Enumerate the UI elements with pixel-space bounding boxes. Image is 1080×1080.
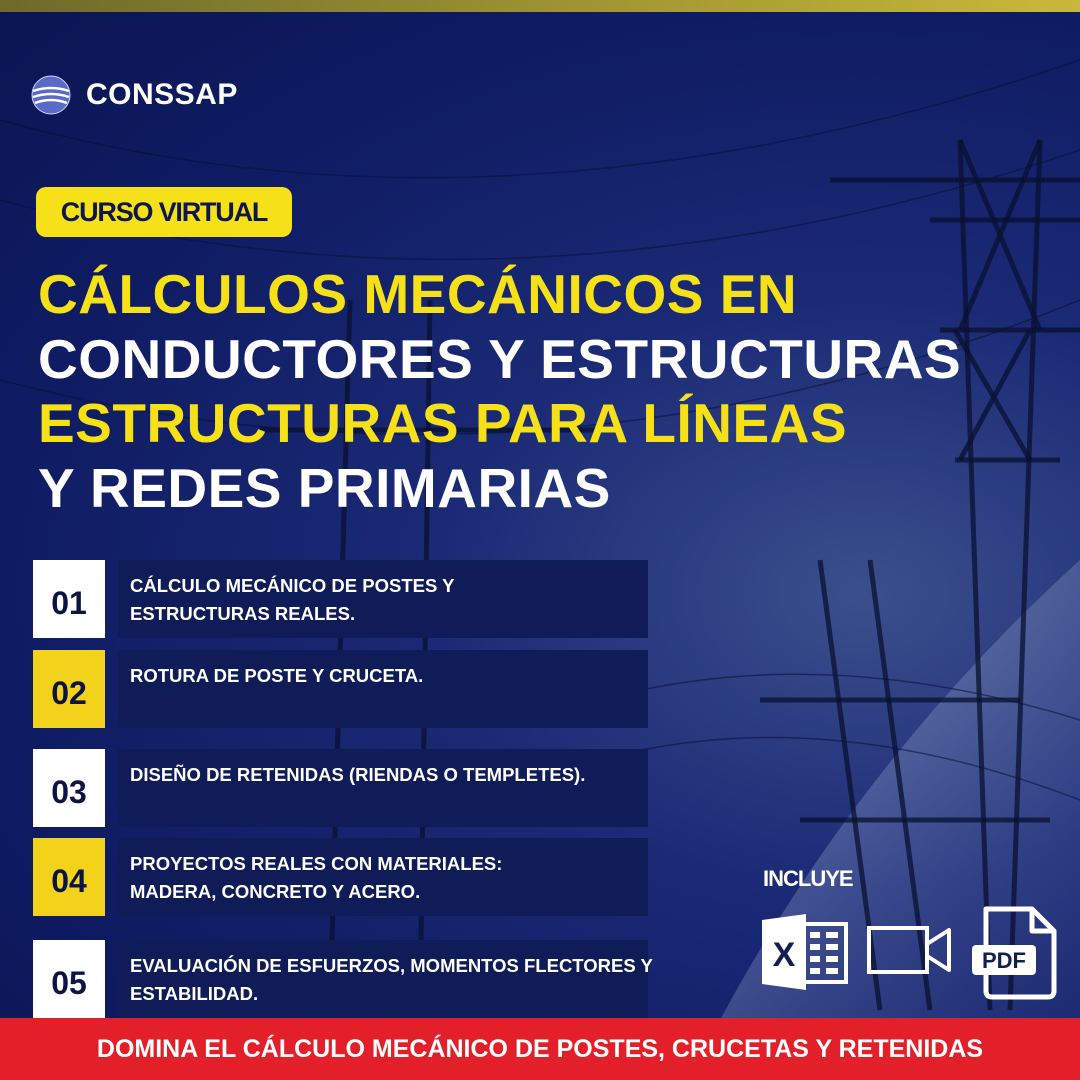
- title-line-1: CÁLCULOS MECÁNICOS EN: [38, 263, 798, 325]
- title-line-3: ESTRUCTURAS PARA LÍNEAS: [38, 392, 848, 454]
- topic-text-line-1: ROTURA DE POSTE Y CRUCETA.: [130, 665, 424, 686]
- excel-icon: [760, 912, 850, 992]
- topic-number: 05: [33, 940, 105, 1018]
- globe-logo-icon: [30, 74, 72, 116]
- pdf-file-icon: [970, 905, 1060, 1001]
- topic-text-line-2: ESTABILIDAD.: [130, 983, 259, 1004]
- course-title: [38, 262, 961, 520]
- topic-number: 03: [33, 749, 105, 827]
- topic-text-line-1: DISEÑO DE RETENIDAS (RIENDAS O TEMPLETES).: [130, 764, 586, 785]
- topic-number: 02: [33, 650, 105, 728]
- course-type-badge: CURSO VIRTUAL: [36, 187, 292, 237]
- brand-logo: [30, 74, 238, 116]
- topic-number: 01: [33, 560, 105, 638]
- topic-text-line-1: EVALUACIÓN DE ESFUERZOS, MOMENTOS FLECTORES Y: [130, 955, 653, 976]
- topic-box: [118, 940, 653, 1018]
- topic-text-line-1: CÁLCULO MECÁNICO DE POSTES Y: [130, 575, 455, 596]
- topic-box: [118, 650, 648, 728]
- topic-box: [118, 749, 648, 827]
- includes-label: INCLUYE: [763, 866, 853, 891]
- video-camera-icon: [866, 924, 952, 976]
- topic-number: 04: [33, 838, 105, 916]
- excel-letter: X: [772, 936, 796, 974]
- footer-text: DOMINA EL CÁLCULO MECÁNICO DE POSTES, CRUCETAS Y RETENIDAS: [96, 1034, 984, 1063]
- title-line-2: CONDUCTORES Y ESTRUCTURAS: [38, 327, 962, 390]
- topic-text-line-2: ESTRUCTURAS REALES.: [130, 603, 356, 624]
- pdf-label: PDF: [982, 948, 1026, 973]
- topic-box: [118, 560, 648, 638]
- brand-name: CONSSAP: [86, 78, 238, 111]
- title-line-4: Y REDES PRIMARIAS: [38, 456, 611, 519]
- topic-box: [118, 838, 648, 916]
- footer-banner: [0, 1018, 1080, 1080]
- topic-text-line-2: MADERA, CONCRETO Y ACERO.: [130, 881, 421, 902]
- topic-text-line-1: PROYECTOS REALES CON MATERIALES:: [130, 853, 503, 874]
